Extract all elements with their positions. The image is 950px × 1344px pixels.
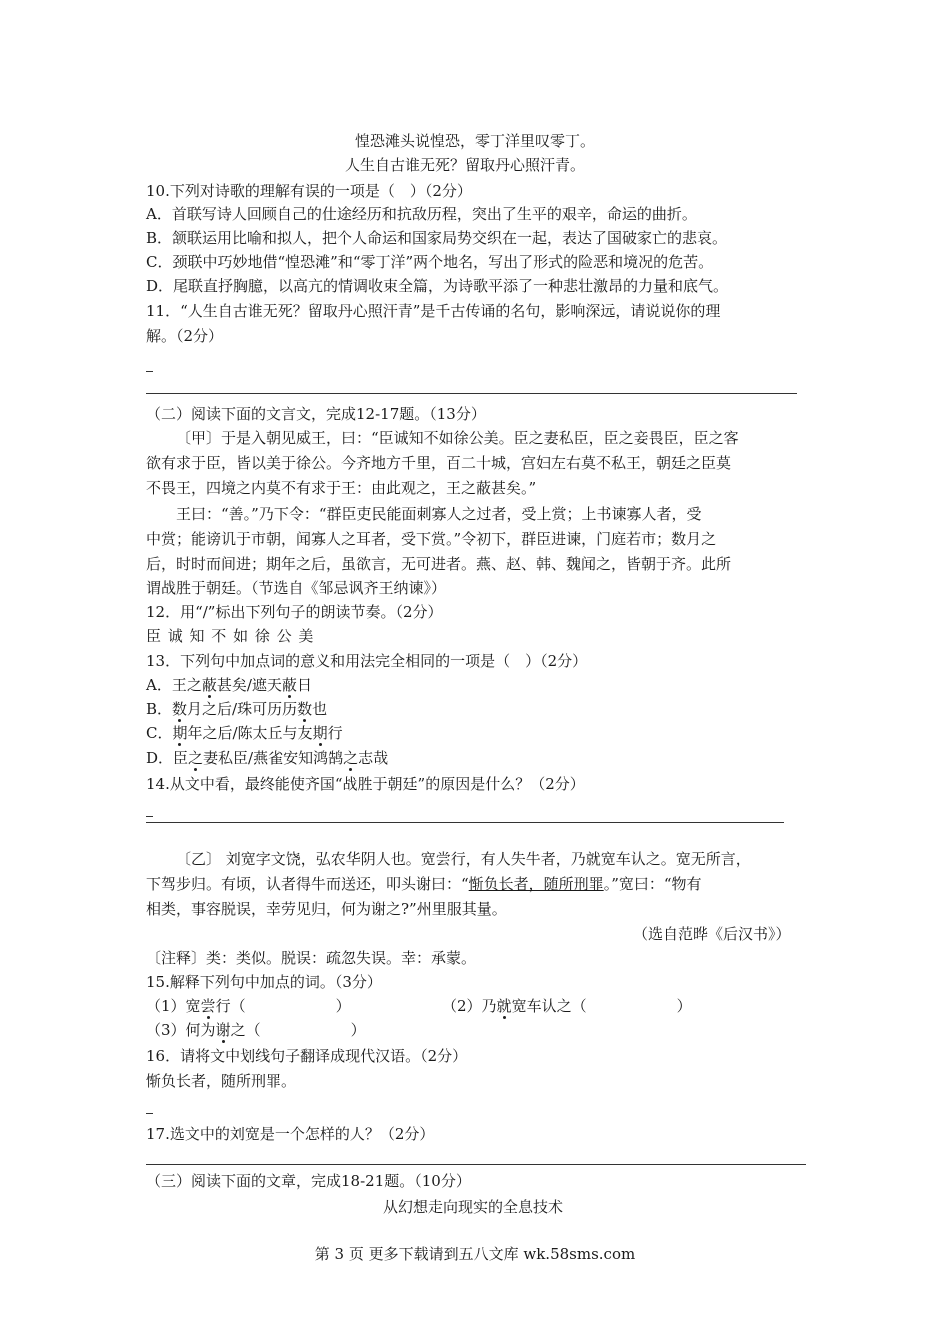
q10-option-a: A．首联写诗人回顾自己的仕途经历和抗敌历程，突出了生平的艰辛，命运的曲折。 — [146, 205, 697, 223]
dotted-char: 之 — [343, 749, 359, 767]
section3-heading: （三）阅读下面的文章，完成18-21题。（10分） — [146, 1172, 471, 1190]
dotted-char: 尝 — [200, 997, 216, 1015]
q13-option-c: C．期年之后/陈太丘与友期行 — [146, 724, 343, 742]
jia-line-4: 王曰：“善。”乃下令：“群臣吏民能面刺寡人之过者，受上赏；上书谏寡人者，受 — [176, 505, 702, 523]
dotted-char: 蔽 — [201, 676, 217, 694]
yi-line-1: 〔乙〕 刘宽字文饶，弘农华阴人也。宽尝行，有人失牛者，乃就宽车认之。宽无所言， — [176, 850, 751, 868]
q17-stem: 17.选文中的刘宽是一个怎样的人？（2分） — [146, 1125, 435, 1143]
yi-line-3: 相类，事容脱误，幸劳见归，何为谢之?”州里服其量。 — [146, 900, 507, 918]
dotted-char: 就 — [496, 997, 512, 1015]
q16-stem: 16．请将文中划线句子翻译成现代汉语。（2分） — [146, 1047, 468, 1065]
answer-dash — [146, 816, 153, 817]
q13-option-a: A．王之蔽甚矣/遮天蔽日 — [146, 676, 312, 694]
dotted-char: 谢 — [215, 1021, 231, 1039]
yi-source: （选自范晔《后汉书》） — [633, 925, 791, 943]
q14-stem: 14.从文中看，最终能使齐国“战胜于朝廷”的原因是什么？（2分） — [146, 775, 585, 793]
yi-line-2: 下驾步归。有顷，认者得牛而送还，叩头谢曰：“惭负长者，随所刑罪。”宽曰：“物有 — [146, 875, 702, 893]
dotted-char: 之 — [188, 749, 204, 767]
jia-line-6: 后，时时而间进；期年之后，虽欲言，无可进者。燕、赵、韩、魏闻之，皆朝于齐。此所 — [146, 555, 732, 573]
q13-option-b: B．数月之后/珠可历历数也 — [146, 700, 328, 718]
jia-line-1: 〔甲〕于是入朝见威王，曰：“臣诚知不如徐公美。臣之妻私臣，臣之妾畏臣，臣之客 — [176, 429, 739, 447]
q16-sentence: 惭负长者，随所刑罪。 — [146, 1072, 297, 1090]
answer-line — [146, 1164, 806, 1165]
poem-line-1: 惶恐滩头说惶恐，零丁洋里叹零丁。 — [354, 132, 595, 150]
q13-option-d: D．臣之妻私臣/燕雀安知鸿鹄之志哉 — [146, 749, 389, 767]
q12-stem: 12．用“/”标出下列句子的朗读节奏。（2分） — [146, 603, 443, 621]
page-footer: 第 3 页 更多下载请到五八文库 wk.58sms.com — [314, 1245, 636, 1263]
dotted-char: 数 — [172, 700, 188, 718]
q10-option-d: D．尾联直抒胸臆，以高亢的情调收束全篇，为诗歌平添了一种悲壮激昂的力量和底气。 — [146, 277, 729, 295]
answer-dash — [146, 371, 153, 372]
q12-sentence: 臣 诚 知 不 如 徐 公 美 — [146, 627, 314, 645]
section2-heading: （二）阅读下面的文言文，完成12-17题。（13分） — [146, 405, 486, 423]
dotted-char: 数 — [297, 700, 313, 718]
underlined-sentence: 惭负长者，随所刑罪 — [468, 875, 604, 893]
q10-stem: 10.下列对诗歌的理解有误的一项是（ ）（2分） — [146, 182, 472, 200]
dotted-char: 蔽 — [281, 676, 297, 694]
q13-stem: 13．下列句中加点词的意义和用法完全相同的一项是（ ）（2分） — [146, 652, 588, 670]
q15-stem: 15.解释下列句中加点的词。（3分） — [146, 973, 382, 991]
jia-line-3: 不畏王，四境之内莫不有求于王：由此观之，王之蔽甚矣。” — [146, 479, 537, 497]
q15-item-3: （3）何为谢之（ ） — [146, 1021, 366, 1039]
dotted-char: 期 — [172, 724, 188, 742]
yi-note: 〔注释〕类：类似。脱误：疏忽失误。幸：承蒙。 — [146, 949, 477, 967]
poem-line-2: 人生自古谁无死？留取丹心照汗青。 — [344, 156, 585, 174]
dotted-char: 期 — [312, 724, 328, 742]
q15-item-2: （2）乃就宽车认之（ ） — [442, 997, 692, 1015]
jia-line-5: 中赏；能谤讥于市朝，闻寡人之耳者，受下赏。”令初下，群臣进谏，门庭若市；数月之 — [146, 530, 717, 548]
q11-line-1: 11．“人生自古谁无死？留取丹心照汗青”是千古传诵的名句，影响深远，请说说你的理 — [146, 302, 721, 320]
answer-dash — [146, 1113, 153, 1114]
jia-line-2: 欲有求于臣，皆以美于徐公。今齐地方千里，百二十城，宫妇左右莫不私王，朝廷之臣莫 — [146, 454, 732, 472]
answer-line — [146, 393, 797, 394]
q10-option-b: B．颔联运用比喻和拟人，把个人命运和国家局势交织在一起，表达了国破家亡的悲哀。 — [146, 229, 728, 247]
answer-line — [146, 822, 784, 823]
q11-line-2: 解。（2分） — [146, 327, 224, 345]
q10-option-c: C．颈联中巧妙地借“惶恐滩”和“零丁洋”两个地名，写出了形式的险恶和境况的危苦。 — [146, 253, 714, 271]
q15-item-1: （1）宽尝行（ ） — [146, 997, 351, 1015]
article-title: 从幻想走向现实的全息技术 — [382, 1198, 563, 1216]
jia-line-7: 谓战胜于朝廷。（节选自《邹忌讽齐王纳谏》） — [146, 579, 447, 597]
